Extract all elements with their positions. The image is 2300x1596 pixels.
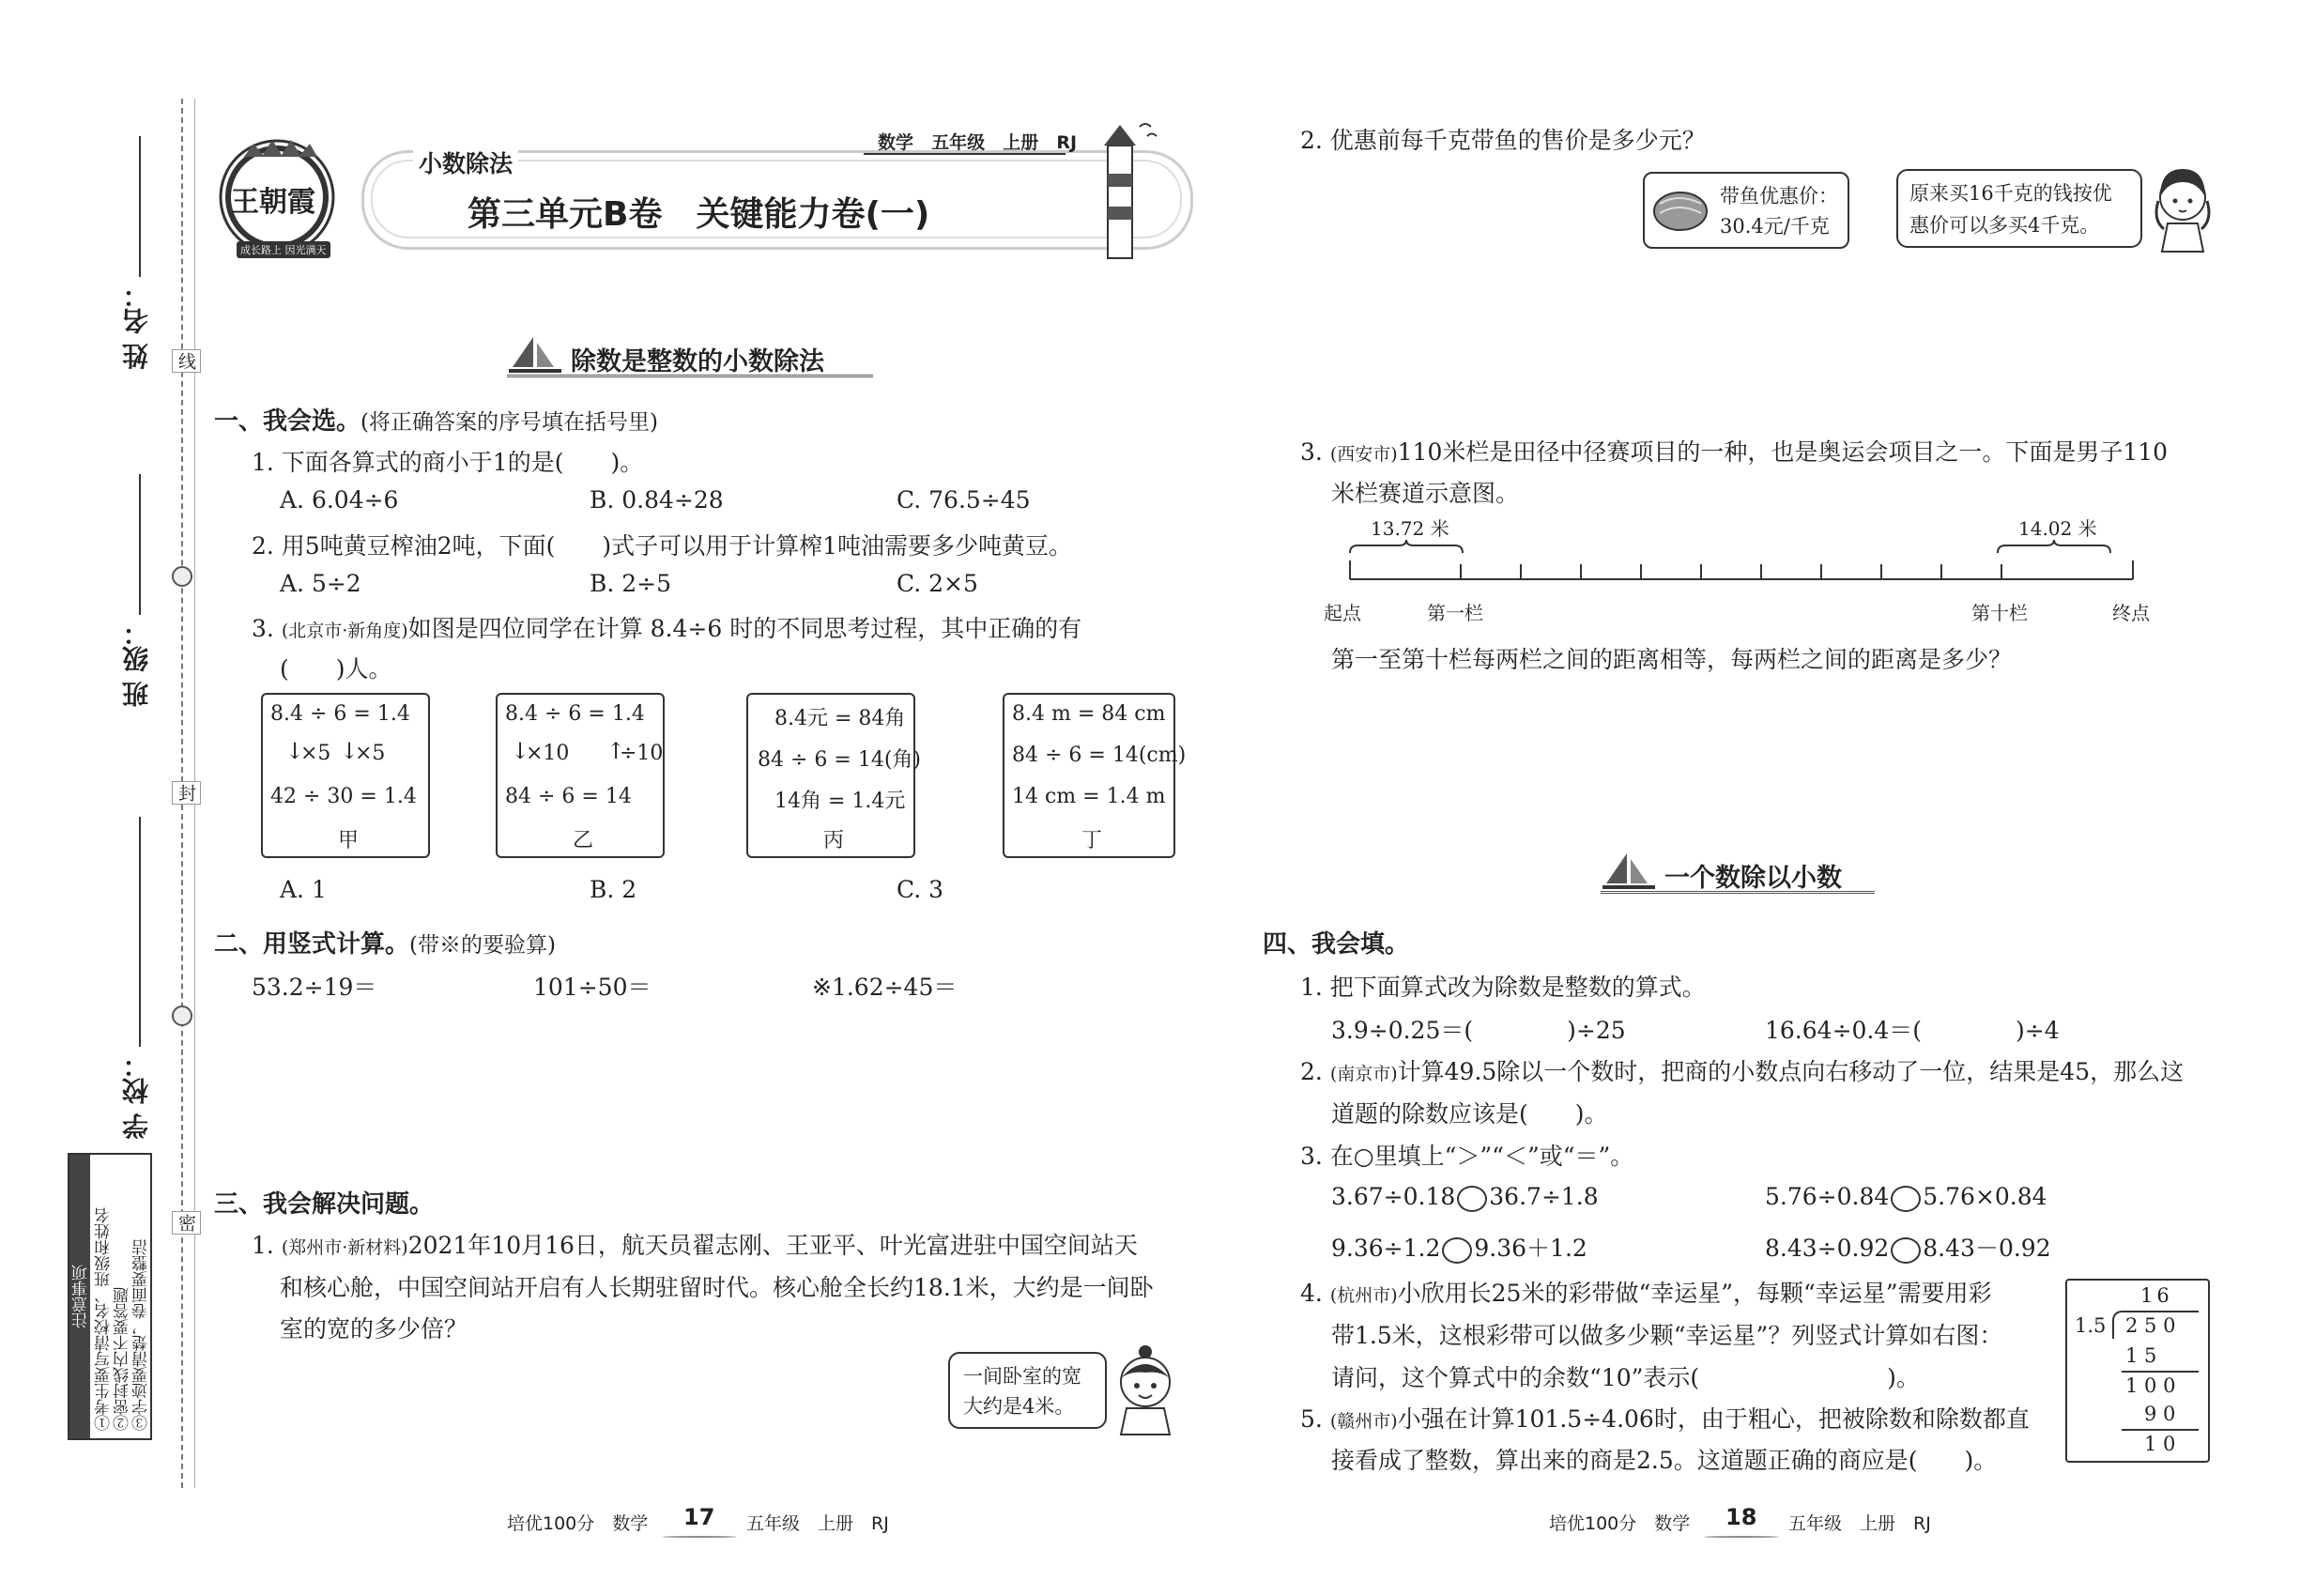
cut-word-3: 密 <box>172 1211 201 1235</box>
part3-heading: 三、我会解决问题。 <box>214 1190 435 1219</box>
q3-body: 如图是四位同学在计算 8.4÷6 时的不同思考过程，其中正确的有 <box>407 615 1082 642</box>
q2-text: 2. 用5吨黄豆榨油2吨，下面( )式子可以用于计算榨1吨油需要多少吨黄豆。 <box>252 532 1073 560</box>
track-svg <box>1324 540 2169 596</box>
r-q3-line-1-text: 110米栏是田径中径赛项目的一种，也是奥运会项目之一。下面是男子110 <box>1397 438 2169 466</box>
footer-left <box>507 1504 901 1542</box>
price-tag-line-2: 30.4元/千克 <box>1720 215 1830 238</box>
r-q3-line-1 <box>1300 434 2168 468</box>
r4-q5-source: (赣州市) <box>1329 1411 1398 1432</box>
footer-left-page: 17 <box>683 1504 715 1530</box>
q3-text <box>252 610 1081 644</box>
girl-thinking-icon <box>2145 160 2220 253</box>
discount-bubble <box>1896 169 2142 248</box>
p3q1-line-3: 室的宽的多少倍？ <box>280 1315 468 1343</box>
notes-box <box>68 1153 152 1440</box>
ld-rule-2 <box>2122 1429 2199 1431</box>
reasoning-box-ding <box>1003 693 1187 858</box>
compare-3-left: 9.36÷1.2 <box>1331 1235 1441 1262</box>
calc-item-2: 101÷50＝ <box>533 974 652 1001</box>
hole-2 <box>172 1005 192 1026</box>
price-tag-line-1: 带鱼优惠价： <box>1720 185 1838 207</box>
r4-q2-num: 2. <box>1300 1058 1323 1085</box>
section-banner-2 <box>1601 850 1882 897</box>
part1-title: 一、我会选。 <box>214 407 361 436</box>
girl-avatar-icon <box>1108 1343 1183 1436</box>
discount-bubble-line-1: 原来买16千克的钱按优 <box>1909 182 2112 205</box>
jia-line-3: ×5 <box>355 742 386 765</box>
track-label-first: 第一栏 <box>1427 602 1483 624</box>
p3q1-line-1 <box>252 1227 1138 1261</box>
calc-item-1: 53.2÷19＝ <box>252 974 377 1001</box>
jia-line-4: 42 ÷ 30 = 1.4 <box>270 785 417 808</box>
r-q2-text: 2. 优惠前每千克带鱼的售价是多少元？ <box>1300 127 1706 154</box>
r4-q4-line-2: 带1.5米，这根彩带可以做多少颗“幸运星”？列竖式计算如右图： <box>1331 1322 2003 1349</box>
yi-arrow-up-icon: ↑ <box>606 738 626 764</box>
price-tag <box>1643 172 1849 249</box>
jia-label: 甲 <box>338 829 360 852</box>
r4-q5-line-1-text: 小强在计算101.5÷4.06时，由于粗心，把被除数和除数都直 <box>1397 1405 2030 1433</box>
meta-subject: 数学 <box>878 132 914 153</box>
q2-option-a[interactable]: A. 5÷2 <box>280 570 361 597</box>
logo <box>216 136 338 258</box>
bedroom-bubble-line-1: 一间卧室的宽 <box>963 1365 1081 1388</box>
p3q1-line-2: 和核心舱，中国空间站开启有人长期驻留时代。核心舱全长约18.1米，大约是一间卧 <box>280 1274 1154 1301</box>
ld-step-2: 1 0 0 <box>2125 1374 2176 1397</box>
logo-slogan: 成长路上 因光满天 <box>237 241 330 258</box>
compare-3 <box>1331 1230 1587 1264</box>
compare-2-right: 5.76×0.84 <box>1923 1183 2047 1210</box>
section-banner-1 <box>507 333 882 380</box>
jia-arrow-right-icon: ↓ <box>340 738 360 764</box>
footer-right-text: 培优100分 数学 <box>1549 1513 1691 1534</box>
bedroom-bubble-line-2: 大约是4米。 <box>963 1395 1075 1418</box>
r-q3-num: 3. <box>1300 438 1323 466</box>
p3q1-num: 1. <box>252 1232 274 1259</box>
q3-text-2: ( )人。 <box>280 655 392 683</box>
q1-option-a[interactable]: A. 6.04÷6 <box>280 486 399 514</box>
fish-icon <box>1650 185 1716 236</box>
r4-q1-text: 1. 把下面算式改为除数是整数的算式。 <box>1300 974 1706 1001</box>
sailboat-icon <box>507 335 563 376</box>
school-label: 学 校： <box>121 1051 152 1140</box>
bing-label: 丙 <box>823 829 845 852</box>
compare-4 <box>1765 1230 2051 1264</box>
footer-left-wave <box>662 1536 737 1538</box>
compare-circle-3[interactable] <box>1442 1237 1472 1264</box>
class-field[interactable] <box>139 474 141 615</box>
footer-right-wave <box>1704 1536 1779 1538</box>
section-banner-1-underline <box>507 375 873 377</box>
compare-4-right: 8.43－0.92 <box>1923 1235 2051 1262</box>
reasoning-box-bing <box>746 693 921 858</box>
q3-source: (北京市·新角度) <box>281 621 408 641</box>
r4-q3-text: 3. 在○里填上“＞”“＜”或“＝”。 <box>1300 1143 1634 1170</box>
section-banner-1-text: 除数是整数的小数除法 <box>571 347 824 376</box>
r-q3-question: 第一至第十栏每两栏之间的距离相等，每两栏之间的距离是多少？ <box>1331 646 2013 673</box>
ld-quotient: 16 <box>2140 1284 2173 1307</box>
r4-q4-num: 4. <box>1300 1280 1323 1307</box>
compare-2 <box>1765 1183 2047 1212</box>
r-q3-line-2: 米栏赛道示意图。 <box>1331 480 1520 507</box>
r4-q1-a[interactable]: 3.9÷0.25＝( )÷25 <box>1331 1017 1626 1044</box>
track-diagram <box>1324 512 2169 624</box>
long-division <box>2065 1279 2210 1463</box>
bedroom-bubble <box>948 1352 1107 1429</box>
p3q1-line-1-text: 2021年10月16日，航天员翟志刚、王亚平、叶光富进驻中国空间站天 <box>407 1232 1138 1259</box>
page-title: 第三单元B卷 关键能力卷(一) <box>468 195 930 234</box>
note-1: ①考生要写清校名、班级和姓名 <box>95 1207 114 1431</box>
track-label-tenth: 第十栏 <box>1971 602 2028 624</box>
footer-right-right-text: 五年级 上册 RJ <box>1788 1513 1931 1534</box>
footer-left-right-text: 五年级 上册 RJ <box>746 1513 889 1534</box>
reasoning-box-yi <box>496 693 665 858</box>
compare-1-left: 3.67÷0.18 <box>1331 1183 1456 1210</box>
track-dist-left: 13.72 米 <box>1371 517 1449 540</box>
part2-title: 二、用竖式计算。 <box>214 930 410 959</box>
r4-q4-line-3: 请问，这个算式中的余数“10”表示( )。 <box>1331 1364 1920 1391</box>
q2-option-c[interactable]: C. 2×5 <box>897 570 978 597</box>
ld-step-4: 1 0 <box>2144 1433 2176 1455</box>
footer-left-text: 培优100分 数学 <box>507 1513 649 1534</box>
q3-option-c[interactable]: C. 3 <box>897 876 944 903</box>
yi-line-1: 8.4 ÷ 6 = 1.4 <box>505 702 645 726</box>
name-label: 姓 名： <box>121 282 152 370</box>
jia-line-2: ×5 <box>300 742 331 765</box>
r4-q4-line-1 <box>1300 1275 1992 1309</box>
r4-q4-source: (杭州市) <box>1329 1285 1398 1306</box>
calc-item-3: ※1.62÷45＝ <box>812 974 958 1001</box>
note-3: ③字迹要清楚，卷面要整洁 <box>132 1239 151 1431</box>
p3q1-source: (郑州市·新材料) <box>281 1237 408 1258</box>
r-q3-source: (西安市) <box>1329 444 1398 465</box>
part4-heading: 四、我会填。 <box>1263 930 1410 959</box>
bing-line-1: 8.4元 = 84角 <box>774 707 906 730</box>
part2-heading <box>214 925 556 959</box>
binding-margin <box>0 0 197 1596</box>
header <box>207 117 1192 277</box>
track-label-end: 终点 <box>2112 602 2150 624</box>
r4-q1-b[interactable]: 16.64÷0.4＝( )÷4 <box>1765 1017 2060 1044</box>
logo-text: 王朝霞 <box>231 186 315 219</box>
compare-2-left: 5.76÷0.84 <box>1765 1183 1890 1210</box>
track-dist-right: 14.02 米 <box>2018 517 2097 540</box>
class-label: 班 级： <box>121 620 152 708</box>
note-2: ②密封线内不要答题 <box>114 1287 132 1431</box>
compare-circle-2[interactable] <box>1891 1186 1921 1212</box>
jia-line-1: 8.4 ÷ 6 = 1.4 <box>270 702 410 726</box>
lighthouse-icon <box>1080 117 1164 263</box>
compare-4-left: 8.43÷0.92 <box>1765 1235 1890 1262</box>
part1-heading <box>214 402 658 437</box>
ding-label: 丁 <box>1081 829 1103 852</box>
track-label-start: 起点 <box>1324 602 1361 624</box>
hurdle-ticks <box>1350 560 2133 579</box>
yi-arrow-down-icon: ↓ <box>511 738 530 764</box>
bing-line-3: 14角 = 1.4元 <box>774 790 906 813</box>
compare-circle-1[interactable] <box>1457 1186 1487 1212</box>
name-field[interactable] <box>139 136 141 277</box>
r4-q2-line-2: 道题的除数应该是( )。 <box>1331 1100 1608 1128</box>
q3-option-b[interactable]: B. 2 <box>590 876 637 903</box>
meta-grade: 五年级 <box>931 132 986 153</box>
meta-volume: 上册 <box>1003 132 1039 153</box>
r4-q4-line-1-text: 小欣用长25米的彩带做“幸运星”，每颗“幸运星”需要用彩 <box>1397 1280 1992 1307</box>
reasoning-box-jia <box>261 693 430 858</box>
yi-line-3: ÷10 <box>620 742 664 765</box>
r4-q2-line-1 <box>1300 1053 2184 1087</box>
school-field[interactable] <box>139 817 141 1047</box>
cut-word-2: 封 <box>172 781 201 805</box>
meta-row <box>878 129 1077 154</box>
ld-step-1: 1 5 <box>2125 1344 2157 1367</box>
discount-bubble-line-2: 惠价可以多买4千克。 <box>1909 214 2100 237</box>
q1-text: 1. 下面各算式的商小于1的是( )。 <box>252 449 644 476</box>
q3-option-a[interactable]: A. 1 <box>280 876 327 903</box>
ld-divisor: 1.5 <box>2075 1314 2107 1337</box>
compare-1 <box>1331 1183 1599 1212</box>
sailboat-icon-2 <box>1601 852 1657 893</box>
yi-line-2: ×10 <box>526 742 570 765</box>
section-banner-2-text: 一个数除以小数 <box>1664 864 1842 893</box>
ding-line-3: 14 cm = 1.4 m <box>1012 785 1166 808</box>
q1-option-c[interactable]: C. 76.5÷45 <box>897 486 1031 514</box>
r4-q5-line-1 <box>1300 1401 2030 1435</box>
ding-line-2: 84 ÷ 6 = 14(cm) <box>1012 744 1187 767</box>
q3-num: 3. <box>252 615 274 642</box>
meta-underline <box>864 153 1066 155</box>
meta-edition: RJ <box>1056 132 1078 153</box>
ld-step-3: 9 0 <box>2144 1403 2176 1425</box>
yi-line-4: 84 ÷ 6 = 14 <box>505 785 632 808</box>
ld-dividend: 2 5 0 <box>2125 1314 2176 1337</box>
q1-option-b[interactable]: B. 0.84÷28 <box>590 486 724 514</box>
compare-3-right: 9.36＋1.2 <box>1474 1235 1587 1262</box>
bing-line-2: 84 ÷ 6 = 14(角) <box>758 748 921 772</box>
topic-label: 小数除法 <box>413 146 518 179</box>
footer-right-page: 18 <box>1725 1504 1757 1530</box>
compare-circle-4[interactable] <box>1891 1237 1921 1264</box>
compare-1-right: 36.7÷1.8 <box>1489 1183 1599 1210</box>
cut-word-1: 线 <box>172 349 201 373</box>
ding-line-1: 8.4 m = 84 cm <box>1012 702 1166 726</box>
section-banner-2-underline <box>1601 891 1875 894</box>
r4-q2-line-1-text: 计算49.5除以一个数时，把商的小数点向右移动了一位，结果是45，那么这 <box>1397 1058 2185 1085</box>
r4-q2-source: (南京市) <box>1329 1064 1398 1084</box>
notes-title: 注意事项 <box>69 1155 90 1438</box>
part1-instruction: (将正确答案的序号填在括号里) <box>360 410 658 435</box>
footer-right <box>1549 1504 1943 1542</box>
r4-q5-line-2: 接看成了整数，算出来的商是2.5。这道题正确的商应是( )。 <box>1331 1447 1998 1474</box>
ld-rule-1 <box>2122 1371 2199 1373</box>
part2-instruction: (带※的要验算) <box>409 933 556 958</box>
yi-label: 乙 <box>573 829 594 852</box>
r4-q5-num: 5. <box>1300 1405 1323 1433</box>
q2-option-b[interactable]: B. 2÷5 <box>590 570 672 597</box>
hole-1 <box>172 566 192 587</box>
jia-arrow-left-icon: ↓ <box>285 738 305 764</box>
